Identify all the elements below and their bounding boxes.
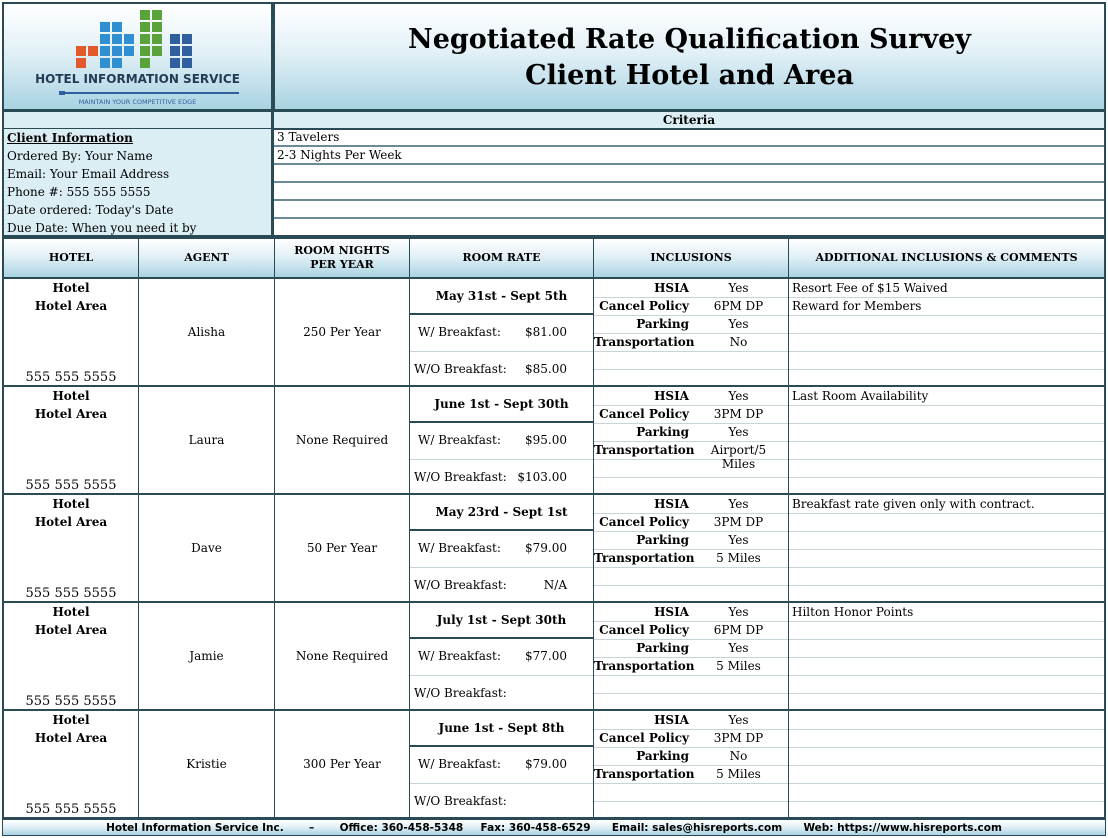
inclusion-value: Yes	[728, 425, 749, 439]
comments-cell	[789, 603, 1104, 709]
agent-cell: Laura	[139, 387, 275, 493]
inclusions-cell	[594, 387, 789, 493]
inclusion-value: Yes	[728, 389, 749, 403]
footer-office: Office: 360-458-5348	[339, 822, 464, 834]
hotel-name: Hotel	[52, 389, 90, 403]
rate-with-breakfast-price: $79.00	[525, 541, 567, 555]
rate-dates: June 1st - Sept 8th	[410, 711, 593, 747]
hotel-name: Hotel	[52, 281, 90, 295]
inclusion-value: Airport/5 Miles	[710, 443, 767, 471]
rate-without-breakfast-label: W/O Breakfast:	[414, 686, 507, 700]
title-box	[273, 2, 1106, 111]
inclusion-label: Transportation	[594, 767, 695, 781]
inclusion-label: HSIA	[654, 713, 689, 727]
inclusion-label: Parking	[636, 317, 689, 331]
comments-cell	[789, 387, 1104, 493]
inclusion-value: 5 Miles	[716, 551, 761, 565]
inclusion-label: Transportation	[594, 335, 695, 349]
inclusion-value: 6PM DP	[713, 623, 764, 637]
inclusion-value: Yes	[728, 641, 749, 655]
col-additional: ADDITIONAL INCLUSIONS & COMMENTS	[789, 239, 1104, 277]
hotel-name: Hotel	[52, 605, 90, 619]
logo-box	[2, 2, 273, 111]
client-due-date: Due Date: When you need it by	[7, 221, 197, 235]
inclusion-label: Parking	[636, 641, 689, 655]
rate-without-breakfast-label: W/O Breakfast:	[414, 794, 507, 808]
footer-company: Hotel Information Service Inc.	[106, 822, 284, 834]
inclusion-label: Cancel Policy	[599, 407, 689, 421]
comment-line: Breakfast rate given only with contract.	[792, 497, 1035, 511]
rate-with-breakfast-price: $81.00	[525, 325, 567, 339]
rate-without-breakfast-label: W/O Breakfast:	[414, 362, 507, 376]
room-nights-cell: None Required	[275, 603, 410, 709]
footer-dash: –	[309, 822, 315, 834]
hotel-cell	[4, 387, 139, 493]
footer	[2, 819, 1106, 836]
inclusion-label: Transportation	[594, 551, 695, 565]
client-ordered-by: Ordered By: Your Name	[7, 149, 153, 163]
rate-dates: July 1st - Sept 30th	[410, 603, 593, 639]
rate-without-breakfast-price: N/A	[543, 578, 567, 592]
inclusion-value: 6PM DP	[713, 299, 764, 313]
hotel-phone: 555 555 5555	[25, 694, 117, 709]
page-title: Negotiated Rate Qualification Survey	[408, 24, 971, 55]
comment-line: Last Room Availability	[792, 389, 929, 403]
inclusion-value: 5 Miles	[716, 659, 761, 673]
col-room-nights-line2: PER YEAR	[310, 258, 374, 271]
comments-cell	[789, 279, 1104, 385]
logo-tagline: MAINTAIN YOUR COMPETITIVE EDGE	[78, 98, 197, 106]
client-date-ordered: Date ordered: Today's Date	[7, 203, 174, 217]
inclusion-label: HSIA	[654, 605, 689, 619]
inclusion-label: HSIA	[654, 389, 689, 403]
hotel-area: Hotel Area	[34, 515, 108, 529]
inclusion-value: Yes	[728, 497, 749, 511]
hotel-area: Hotel Area	[34, 731, 108, 745]
inclusion-label: Parking	[636, 749, 689, 763]
page-subtitle: Client Hotel and Area	[525, 60, 854, 91]
inclusion-label: Cancel Policy	[599, 731, 689, 745]
inclusion-label: Cancel Policy	[599, 623, 689, 637]
comments-cell	[789, 495, 1104, 601]
inclusion-value: Yes	[728, 533, 749, 547]
inclusion-label: HSIA	[654, 497, 689, 511]
table-row	[2, 495, 1106, 603]
rate-with-breakfast-label: W/ Breakfast:	[418, 325, 501, 339]
rate-dates: May 31st - Sept 5th	[410, 279, 593, 315]
table-row	[2, 603, 1106, 711]
criteria-line-4	[274, 183, 1104, 201]
criteria-line-3	[274, 165, 1104, 183]
hotel-cell	[4, 495, 139, 601]
inclusion-value: 3PM DP	[713, 407, 764, 421]
criteria-line-5	[274, 201, 1104, 219]
logo-name: HOTEL INFORMATION SERVICE	[35, 72, 240, 86]
criteria-block	[273, 111, 1106, 237]
inclusion-label: Cancel Policy	[599, 515, 689, 529]
rate-without-breakfast-price: $103.00	[517, 470, 567, 484]
col-room-nights	[275, 239, 410, 277]
rate-with-breakfast-label: W/ Breakfast:	[418, 649, 501, 663]
hotel-area: Hotel Area	[34, 623, 108, 637]
inclusion-label: Transportation	[594, 659, 695, 673]
client-heading: Client Information	[7, 131, 133, 145]
inclusion-value: Yes	[728, 317, 749, 331]
rate-with-breakfast-label: W/ Breakfast:	[418, 433, 501, 447]
hotel-phone: 555 555 5555	[25, 478, 117, 493]
footer-fax: Fax: 360-458-6529	[480, 822, 591, 834]
hotel-phone: 555 555 5555	[25, 370, 117, 385]
survey-sheet	[2, 2, 1106, 836]
footer-web: Web: https://www.hisreports.com	[803, 822, 1002, 834]
comment-line: Resort Fee of $15 Waived	[792, 281, 948, 295]
criteria-line-6	[274, 219, 1104, 236]
col-inclusions: INCLUSIONS	[594, 239, 789, 277]
hotel-area: Hotel Area	[34, 407, 108, 421]
footer-email: Email: sales@hisreports.com	[611, 822, 783, 834]
inclusions-cell	[594, 603, 789, 709]
inclusion-label: HSIA	[654, 281, 689, 295]
inclusion-value: Yes	[728, 605, 749, 619]
inclusions-cell	[594, 279, 789, 385]
room-rate-cell	[410, 711, 594, 817]
hotel-phone: 555 555 5555	[25, 802, 117, 817]
rate-with-breakfast-price: $79.00	[525, 757, 567, 771]
inclusion-value: Yes	[728, 713, 749, 727]
inclusion-value: No	[729, 335, 748, 349]
client-info	[2, 111, 273, 237]
hotel-name: Hotel	[52, 713, 90, 727]
inclusion-value: 3PM DP	[713, 731, 764, 745]
inclusion-value: No	[729, 749, 748, 763]
hotel-cell	[4, 279, 139, 385]
rate-with-breakfast-label: W/ Breakfast:	[418, 757, 501, 771]
col-agent: AGENT	[139, 239, 275, 277]
inclusion-value: 3PM DP	[713, 515, 764, 529]
hotel-phone: 555 555 5555	[25, 586, 117, 601]
hotel-cell	[4, 711, 139, 817]
inclusions-cell	[594, 495, 789, 601]
rate-with-breakfast-price: $95.00	[525, 433, 567, 447]
logo-building-icon	[74, 6, 204, 72]
client-phone: Phone #: 555 555 5555	[7, 185, 151, 199]
agent-cell: Dave	[139, 495, 275, 601]
rate-with-breakfast-label: W/ Breakfast:	[418, 541, 501, 555]
comments-cell	[789, 711, 1104, 817]
inclusion-label: Transportation	[594, 443, 695, 457]
column-header-row	[2, 237, 1106, 279]
table-row	[2, 387, 1106, 495]
table-row	[2, 279, 1106, 387]
room-rate-cell	[410, 279, 594, 385]
inclusion-value: Yes	[728, 281, 749, 295]
rate-with-breakfast-price: $77.00	[525, 649, 567, 663]
inclusions-cell	[594, 711, 789, 817]
inclusion-label: Parking	[636, 425, 689, 439]
room-rate-cell	[410, 495, 594, 601]
hotel-area: Hotel Area	[34, 299, 108, 313]
criteria-line-1: 3 Tavelers	[274, 129, 1104, 147]
table-row	[2, 711, 1106, 819]
col-hotel: HOTEL	[4, 239, 139, 277]
room-nights-cell: 300 Per Year	[275, 711, 410, 817]
rate-without-breakfast-price: $85.00	[525, 362, 567, 376]
inclusion-label: Cancel Policy	[599, 299, 689, 313]
inclusion-value: 5 Miles	[716, 767, 761, 781]
room-nights-cell: 50 Per Year	[275, 495, 410, 601]
comment-line: Hilton Honor Points	[792, 605, 914, 619]
rate-without-breakfast-label: W/O Breakfast:	[414, 470, 507, 484]
agent-cell: Kristie	[139, 711, 275, 817]
rate-dates: May 23rd - Sept 1st	[410, 495, 593, 531]
agent-cell: Alisha	[139, 279, 275, 385]
room-rate-cell	[410, 603, 594, 709]
room-rate-cell	[410, 387, 594, 493]
hotel-cell	[4, 603, 139, 709]
inclusion-label: Parking	[636, 533, 689, 547]
client-email: Email: Your Email Address	[7, 167, 170, 181]
criteria-header: Criteria	[274, 112, 1104, 130]
agent-cell: Jamie	[139, 603, 275, 709]
rate-dates: June 1st - Sept 30th	[410, 387, 593, 423]
rate-without-breakfast-label: W/O Breakfast:	[414, 578, 507, 592]
hotel-name: Hotel	[52, 497, 90, 511]
criteria-line-2: 2-3 Nights Per Week	[274, 147, 1104, 165]
logo-key-icon	[59, 89, 239, 97]
room-nights-cell: None Required	[275, 387, 410, 493]
col-room-rate: ROOM RATE	[410, 239, 594, 277]
col-room-nights-line1: ROOM NIGHTS	[294, 244, 390, 257]
comment-line: Reward for Members	[792, 299, 922, 313]
room-nights-cell: 250 Per Year	[275, 279, 410, 385]
